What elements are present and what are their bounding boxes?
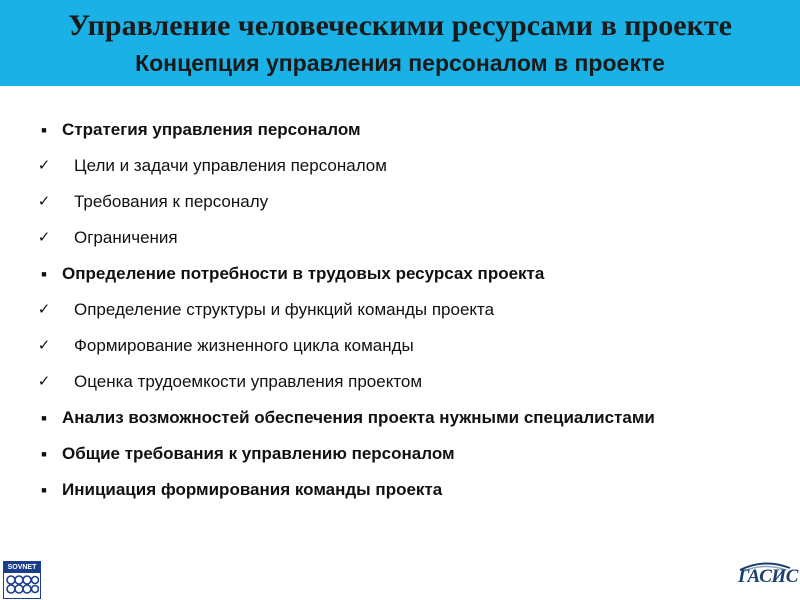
list-item-text: Цели и задачи управления персоналом (74, 156, 387, 175)
list-item-text: Анализ возможностей обеспечения проекта нужными специалистами (62, 408, 655, 427)
check-icon: ✓ (37, 157, 51, 174)
square-bullet-icon: ■ (41, 125, 47, 135)
square-bullet-icon: ■ (41, 485, 47, 495)
check-icon: ✓ (37, 193, 51, 210)
list-item-text: Инициация формирования команды проекта (62, 480, 443, 499)
list-item-text: Ограничения (74, 228, 178, 247)
gasis-logo-icon (734, 560, 798, 592)
page-subtitle: Концепция управления персоналом в проекте (135, 50, 665, 76)
list-item (34, 334, 794, 370)
square-bullet-icon: ■ (41, 269, 47, 279)
check-icon: ✓ (37, 301, 51, 318)
check-icon: ✓ (37, 337, 51, 354)
sovnet-logo-icon (3, 561, 41, 599)
list-item-text: Определение потребности в трудовых ресурсах проекта (62, 264, 545, 283)
list-item (34, 262, 794, 298)
sovnet-logo-text: SOVNET (4, 562, 40, 573)
square-bullet-icon: ■ (41, 449, 47, 459)
list-item-text: Формирование жизненного цикла команды (74, 336, 414, 355)
list-item-text: Оценка трудоемкости управления проектом (74, 372, 423, 391)
gasis-logo-text: ГАСИС (738, 566, 798, 587)
list-item-text: Стратегия управления персоналом (62, 120, 361, 139)
list-item (34, 154, 794, 190)
list-item (34, 226, 794, 262)
list-item (34, 370, 794, 406)
header-band (0, 0, 800, 86)
check-icon: ✓ (37, 373, 51, 390)
list-item-text: Требования к персоналу (74, 192, 269, 211)
check-icon: ✓ (37, 229, 51, 246)
list-item (34, 442, 794, 478)
sovnet-rings-icon (5, 574, 39, 596)
list-item (34, 190, 794, 226)
list-item (34, 406, 794, 442)
list-item-text: Общие требования к управлению персоналом (62, 444, 455, 463)
list-item (34, 298, 794, 334)
square-bullet-icon: ■ (41, 413, 47, 423)
list-item (34, 478, 794, 514)
page-title: Управление человеческими ресурсами в проекте (68, 9, 732, 42)
content-list (34, 118, 794, 514)
list-item-text: Определение структуры и функций команды проекта (74, 300, 495, 319)
list-item (34, 118, 794, 154)
